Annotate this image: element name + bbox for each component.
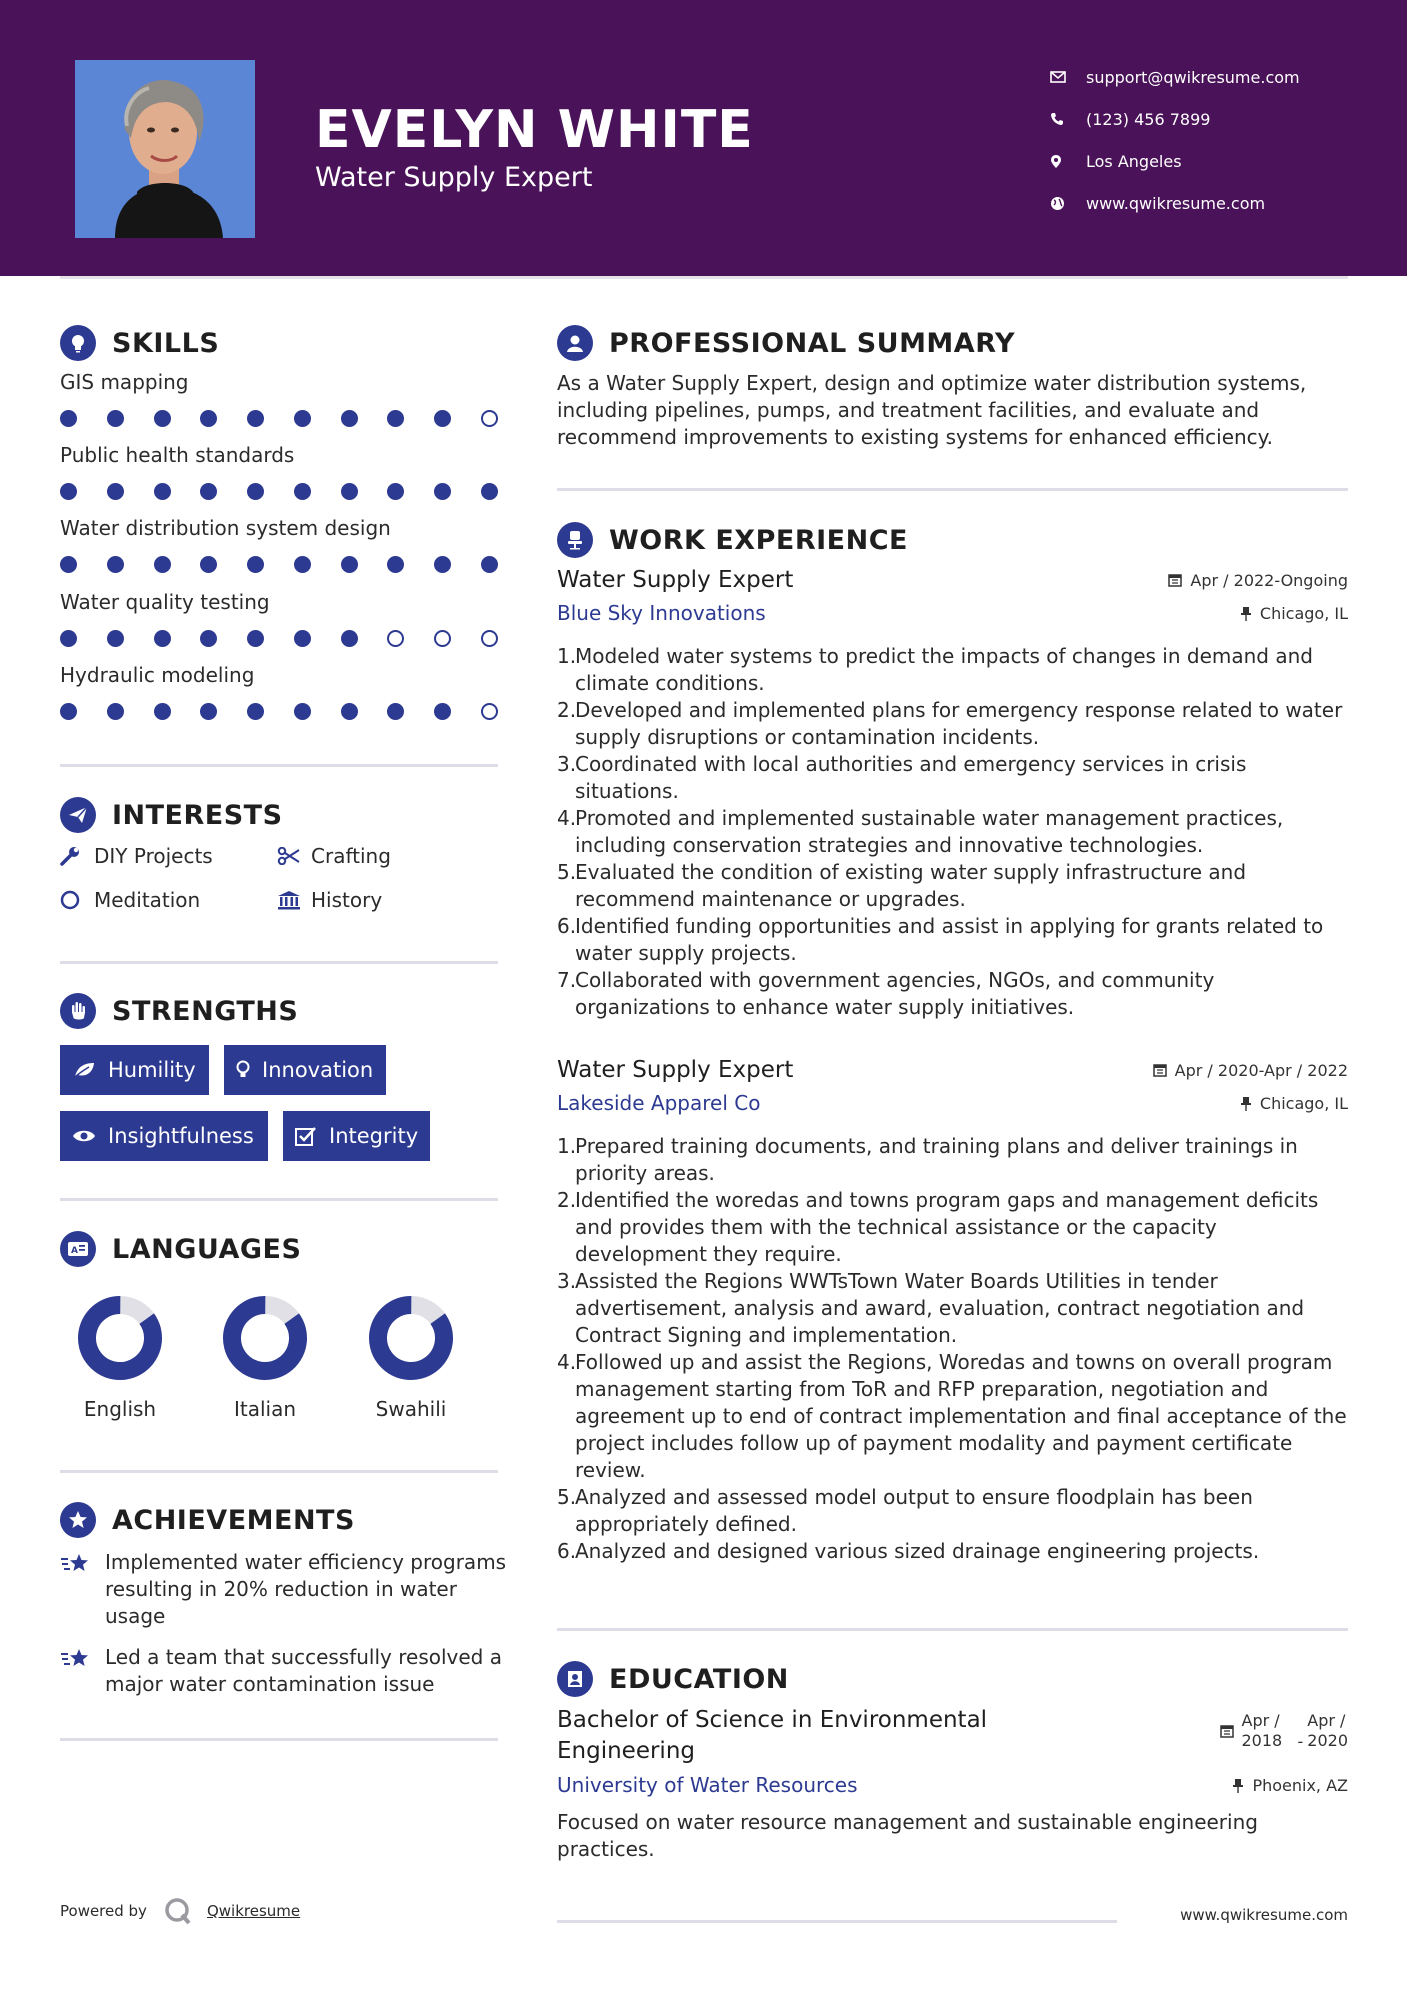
- language-name: Swahili: [375, 1397, 447, 1421]
- phone-icon: [1050, 112, 1086, 126]
- office-chair-icon: [557, 522, 593, 558]
- star-icon: [60, 1502, 96, 1538]
- list-item: 7. Collaborated with government agencies, NGOs, and community organizations to enhance water supply initiatives.: [557, 968, 1215, 1019]
- rating-dot-filled: [341, 703, 358, 720]
- rating-dot-filled: [434, 483, 451, 500]
- strength-badge: Integrity: [283, 1111, 430, 1161]
- job-title: Water Supply Expert: [557, 567, 794, 593]
- list-item: 5. Evaluated the condition of existing water supply infrastructure and recommend maintenance or upgrades.: [557, 860, 1247, 911]
- rating-dot-filled: [107, 630, 124, 647]
- language-name: Italian: [233, 1397, 297, 1421]
- rating-dot-filled: [341, 556, 358, 573]
- lightbulb-icon: [60, 325, 96, 361]
- envelope-icon: [1050, 71, 1086, 83]
- footer-divider: [557, 1920, 1117, 1923]
- job-location: Chicago, IL: [1240, 604, 1348, 623]
- circle-icon: [60, 890, 94, 910]
- rating-dot-filled: [200, 483, 217, 500]
- education-description: Focused on water resource management and sustainable engineering practices.: [557, 1810, 1258, 1861]
- rating-dot-filled: [154, 410, 171, 427]
- skill-item: [60, 443, 500, 500]
- leaf-icon: [72, 1061, 96, 1079]
- education-heading: EDUCATION: [557, 1661, 789, 1697]
- achievement-item: [60, 1549, 510, 1630]
- degree-title: Bachelor of Science in Environmental Engineering: [557, 1707, 988, 1764]
- language-proficiency-ring: [77, 1295, 163, 1381]
- rating-dot-filled: [107, 483, 124, 500]
- list-item: 2. Identified the woredas and towns program gaps and management deficits and provides them with the technical assistance or the capacity development they require.: [557, 1188, 1319, 1266]
- job-dates: Apr / 2022-Ongoing: [1168, 571, 1348, 590]
- contact-website[interactable]: [1050, 182, 1300, 224]
- footer-website[interactable]: www.qwikresume.com: [1180, 1906, 1348, 1924]
- rating-dot-filled: [481, 483, 498, 500]
- rating-dot-empty: [481, 703, 498, 720]
- rating-dot-filled: [154, 703, 171, 720]
- skill-rating: [60, 703, 498, 720]
- company-name: Lakeside Apparel Co: [557, 1091, 761, 1115]
- company-name: Blue Sky Innovations: [557, 601, 766, 625]
- header-divider: [60, 276, 1348, 279]
- calendar-icon: [1168, 573, 1182, 587]
- candidate-title: Water Supply Expert: [315, 162, 593, 193]
- rating-dot-filled: [481, 556, 498, 573]
- skill-item: [60, 516, 500, 573]
- language-name: English: [83, 1397, 157, 1421]
- qwikresume-logo-icon: [163, 1896, 193, 1926]
- strength-badge: Humility: [60, 1045, 209, 1095]
- institution-icon: [277, 890, 311, 910]
- rating-dot-filled: [200, 630, 217, 647]
- job-location: Chicago, IL: [1240, 1094, 1348, 1113]
- rating-dot-empty: [481, 630, 498, 647]
- job-title: Water Supply Expert: [557, 1057, 794, 1083]
- skill-name: Water distribution system design: [60, 516, 391, 540]
- interest-item: History: [277, 888, 382, 912]
- rating-dot-filled: [341, 483, 358, 500]
- rating-dot-filled: [154, 483, 171, 500]
- skill-rating: [60, 630, 498, 647]
- calendar-icon: [1153, 1063, 1167, 1077]
- rating-dot-filled: [60, 556, 77, 573]
- contact-block: [1050, 56, 1300, 224]
- globe-icon: [1050, 196, 1086, 211]
- list-item: 4. Promoted and implemented sustainable water management practices, including conservation strategies and innovative technologies.: [557, 806, 1284, 857]
- education-location: Phoenix, AZ: [1232, 1776, 1348, 1795]
- list-item: 3. Assisted the Regions WWTsTown Water Boards Utilities in tender advertisement, analysis and award, evaluation, contract negotiation and Contract Signing and implementation.: [557, 1269, 1305, 1347]
- rating-dot-filled: [247, 556, 264, 573]
- pushpin-icon: [1240, 1096, 1252, 1111]
- list-item: 1. Prepared training documents, and training plans and deliver trainings in priority areas.: [557, 1134, 1298, 1185]
- rating-dot-filled: [294, 703, 311, 720]
- strength-badge: Insightfulness: [60, 1111, 268, 1161]
- skill-name: Hydraulic modeling: [60, 663, 255, 687]
- rating-dot-filled: [247, 410, 264, 427]
- experience-heading: WORK EXPERIENCE: [557, 522, 908, 558]
- job-entry: [557, 1057, 1348, 1565]
- list-item: 2. Developed and implemented plans for emergency response related to water supply disruptions or contamination incidents.: [557, 698, 1343, 749]
- rating-dot-filled: [341, 630, 358, 647]
- skill-rating: [60, 410, 498, 427]
- contact-email[interactable]: [1050, 56, 1300, 98]
- rating-dot-filled: [200, 410, 217, 427]
- rating-dot-empty: [481, 410, 498, 427]
- achievement-item: [60, 1644, 510, 1698]
- hand-icon: [60, 993, 96, 1029]
- header-banner: [0, 0, 1407, 276]
- interest-item: Meditation: [60, 888, 200, 912]
- contact-phone[interactable]: [1050, 98, 1300, 140]
- interests-heading: INTERESTS: [60, 797, 283, 833]
- language-item: [190, 1295, 340, 1421]
- contact-location: [1050, 140, 1300, 182]
- shooting-star-icon: [60, 1549, 105, 1630]
- rating-dot-filled: [387, 556, 404, 573]
- section-divider: [60, 961, 498, 964]
- list-item: 6. Analyzed and designed various sized drainage engineering projects.: [557, 1539, 1260, 1563]
- rating-dot-filled: [60, 630, 77, 647]
- section-divider: [557, 488, 1348, 491]
- svg-text:A: A: [71, 1246, 78, 1256]
- candidate-name: EVELYN WHITE: [315, 100, 754, 160]
- rating-dot-filled: [387, 483, 404, 500]
- profile-photo: [75, 60, 255, 238]
- contact-website-text: www.qwikresume.com: [1086, 193, 1266, 213]
- contact-phone-text: (123) 456 7899: [1086, 109, 1211, 129]
- rating-dot-filled: [434, 410, 451, 427]
- rating-dot-filled: [107, 556, 124, 573]
- education-entry: [557, 1705, 1348, 1863]
- interest-item: Crafting: [277, 844, 391, 868]
- rating-dot-filled: [294, 630, 311, 647]
- footer-credit: Powered by Qwikresume: [60, 1896, 300, 1926]
- language-proficiency-ring: [368, 1295, 454, 1381]
- rating-dot-empty: [387, 630, 404, 647]
- rating-dot-filled: [107, 703, 124, 720]
- list-item: 4. Followed up and assist the Regions, Woredas and towns on overall program management starting from ToR and RFP preparation, negotiation and agreement up to end of contract implementation and final acceptance of the project includes follow up of payment modality and payment certificate review.: [557, 1350, 1347, 1482]
- language-item: [336, 1295, 486, 1421]
- skill-item: [60, 663, 500, 720]
- graduate-icon: [557, 1661, 593, 1697]
- achievement-text: Led a team that successfully resolved a major water contamination issue: [105, 1645, 502, 1696]
- education-dates: Apr / 2018 - Apr / 2020: [1220, 1711, 1349, 1751]
- list-item: 5. Analyzed and assessed model output to ensure floodplain has been appropriately defined.: [557, 1485, 1253, 1536]
- language-item: [45, 1295, 195, 1421]
- rating-dot-filled: [434, 703, 451, 720]
- shooting-star-icon: [60, 1644, 105, 1698]
- rating-dot-filled: [294, 410, 311, 427]
- qwikresume-link[interactable]: Qwikresume: [206, 1902, 301, 1920]
- section-divider: [60, 1470, 498, 1473]
- job-responsibilities: [557, 1133, 1348, 1565]
- skill-name: Water quality testing: [60, 590, 270, 614]
- rating-dot-filled: [154, 556, 171, 573]
- rating-dot-filled: [107, 410, 124, 427]
- rating-dot-filled: [60, 410, 77, 427]
- summary-heading: PROFESSIONAL SUMMARY: [557, 325, 1015, 361]
- lightbulb-icon: [236, 1060, 250, 1080]
- rating-dot-filled: [294, 556, 311, 573]
- rating-dot-filled: [154, 630, 171, 647]
- skill-name: GIS mapping: [60, 370, 189, 394]
- rating-dot-filled: [200, 703, 217, 720]
- job-entry: [557, 567, 1348, 1021]
- pushpin-icon: [1240, 606, 1252, 621]
- list-item: 3. Coordinated with local authorities and emergency services in crisis situations.: [557, 752, 1247, 803]
- skill-rating: [60, 556, 498, 573]
- rating-dot-filled: [434, 556, 451, 573]
- strength-badge: Innovation: [224, 1045, 386, 1095]
- eye-icon: [72, 1128, 96, 1144]
- skills-heading: SKILLS: [60, 325, 219, 361]
- rating-dot-filled: [247, 630, 264, 647]
- scissors-icon: [277, 847, 311, 865]
- rating-dot-empty: [434, 630, 451, 647]
- wrench-icon: [60, 846, 94, 866]
- interest-item: DIY Projects: [60, 844, 213, 868]
- paper-plane-icon: [60, 797, 96, 833]
- rating-dot-filled: [294, 483, 311, 500]
- rating-dot-filled: [387, 703, 404, 720]
- language-proficiency-ring: [222, 1295, 308, 1381]
- school-name: University of Water Resources: [557, 1773, 858, 1797]
- languages-heading: A LANGUAGES: [60, 1231, 301, 1267]
- skill-rating: [60, 483, 498, 500]
- achievements-heading: ACHIEVEMENTS: [60, 1502, 355, 1538]
- summary-text: As a Water Supply Expert, design and optimize water distribution systems, including pipelines, pumps, and treatment facilities, and evaluate and recommend improvements to existing systems for enhanced efficiency.: [557, 371, 1307, 449]
- rating-dot-filled: [200, 556, 217, 573]
- skill-item: [60, 370, 500, 427]
- map-pin-icon: [1050, 154, 1086, 169]
- rating-dot-filled: [341, 410, 358, 427]
- strengths-heading: STRENGTHS: [60, 993, 298, 1029]
- skill-item: [60, 590, 500, 647]
- pushpin-icon: [1232, 1778, 1244, 1793]
- contact-location-text: Los Angeles: [1086, 151, 1182, 171]
- job-dates: Apr / 2020-Apr / 2022: [1153, 1061, 1348, 1080]
- rating-dot-filled: [60, 483, 77, 500]
- rating-dot-filled: [60, 703, 77, 720]
- section-divider: [60, 1198, 498, 1201]
- rating-dot-filled: [247, 703, 264, 720]
- user-icon: [557, 325, 593, 361]
- section-divider: [60, 1738, 498, 1741]
- job-responsibilities: [557, 643, 1348, 1021]
- language-icon: [60, 1231, 96, 1267]
- list-item: 1. Modeled water systems to predict the impacts of changes in demand and climate conditions.: [557, 644, 1313, 695]
- list-item: 6. Identified funding opportunities and assist in applying for grants related to water supply projects.: [557, 914, 1324, 965]
- rating-dot-filled: [387, 410, 404, 427]
- calendar-icon: [1220, 1724, 1234, 1738]
- skill-name: Public health standards: [60, 443, 295, 467]
- section-divider: [557, 1628, 1348, 1631]
- rating-dot-filled: [247, 483, 264, 500]
- achievement-text: Implemented water efficiency programs resulting in 20% reduction in water usage: [105, 1550, 507, 1628]
- contact-email-text: support@qwikresume.com: [1086, 67, 1300, 87]
- checkbox-icon: [295, 1126, 317, 1146]
- section-divider: [60, 764, 498, 767]
